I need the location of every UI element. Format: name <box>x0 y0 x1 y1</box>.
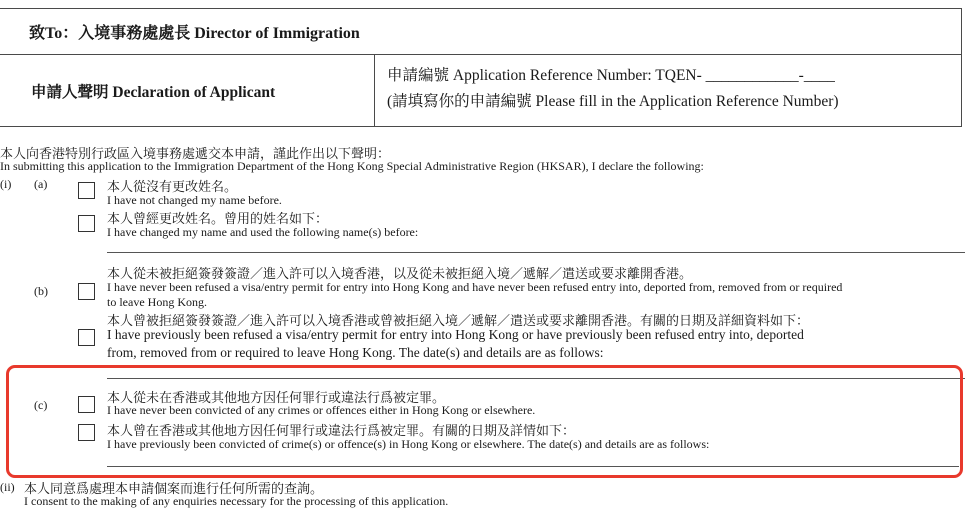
table-bottom-border <box>0 126 962 127</box>
checkbox-name-changed[interactable] <box>78 215 95 232</box>
c-opt1-zh: 本人從未在香港或其他地方因任何罪行或違法行爲被定罪。 <box>107 390 446 405</box>
a-details-line[interactable] <box>107 252 965 253</box>
a-opt2-zh: 本人曾經更改姓名。曾用的姓名如下： <box>107 211 329 226</box>
reference-number-hint: (請填寫你的申請編號 Please fill in the Application Reference Number) <box>387 93 839 110</box>
c-opt2-zh: 本人曾在香港或其他地方因任何罪行或違法行爲被定罪。有關的日期及詳情如下： <box>107 423 576 438</box>
a-opt1-zh: 本人從沒有更改姓名。 <box>107 179 238 194</box>
table-column-divider <box>374 54 375 127</box>
b-opt2-zh: 本人曾被拒絕簽發簽證／進入許可以入境香港或曾被拒絕入境／遞解／遣送或要求離開香港。有關的日期及詳細資料如下： <box>107 313 810 328</box>
section-ii-number: (ii) <box>0 480 15 494</box>
a-opt2-en: I have changed my name and used the following name(s) before: <box>107 225 419 239</box>
ii-en: I consent to the making of any enquiries necessary for the processing of this application. <box>24 494 449 508</box>
checkbox-previously-convicted[interactable] <box>78 424 95 441</box>
b-opt1-en-l1: I have never been refused a visa/entry permit for entry into Hong Kong and have never been refused entry into, deported from, removed from or required <box>107 280 843 294</box>
item-a-label: (a) <box>34 177 48 191</box>
item-c-label: (c) <box>34 398 48 412</box>
a-opt1-en: I have not changed my name before. <box>107 193 282 207</box>
table-top-border <box>0 8 962 9</box>
b-opt2-en-l1: I have previously been refused a visa/entry permit for entry into Hong Kong or have previously been refused entry into, deported <box>107 327 804 342</box>
addressee-line: 致To：入境事務處處長 Director of Immigration <box>29 25 360 42</box>
section-i-number: (i) <box>0 177 12 191</box>
b-opt1-zh: 本人從未被拒絕簽發簽證／進入許可以入境香港，以及從未被拒絕入境／遞解／遣送或要求離開香港。 <box>107 266 693 281</box>
b-opt2-en-l2: from, removed from or required to leave Hong Kong. The date(s) and details are as follows: <box>107 345 604 360</box>
table-row-divider <box>0 54 962 55</box>
checkbox-name-not-changed[interactable] <box>78 182 95 199</box>
c-opt1-en: I have never been convicted of any crimes or offences either in Hong Kong or elsewhere. <box>107 403 536 417</box>
b-opt1-en-l2: to leave Hong Kong. <box>107 295 207 309</box>
item-b-label: (b) <box>34 284 48 298</box>
checkbox-never-convicted[interactable] <box>78 396 95 413</box>
ii-zh: 本人同意爲處理本申請個案而進行任何所需的查詢。 <box>24 481 324 496</box>
checkbox-never-refused[interactable] <box>78 283 95 300</box>
intro-zh: 本人向香港特別行政區入境事務處遞交本申請，謹此作出以下聲明： <box>0 146 391 161</box>
c-opt2-en: I have previously been convicted of crime(s) or offence(s) in Hong Kong or elsewhere. The date(s) and details are as follows: <box>107 437 710 451</box>
c-details-line[interactable] <box>107 466 959 467</box>
declaration-title: 申請人聲明 Declaration of Applicant <box>31 84 276 101</box>
intro-en: In submitting this application to the Immigration Department of the Hong Kong Special Administrative Region (HKSAR), I declare the following: <box>0 159 704 173</box>
reference-number-line: 申請編號 Application Reference Number: TQEN- ____________-____ <box>387 67 835 84</box>
table-right-border <box>961 8 962 127</box>
checkbox-previously-refused[interactable] <box>78 329 95 346</box>
